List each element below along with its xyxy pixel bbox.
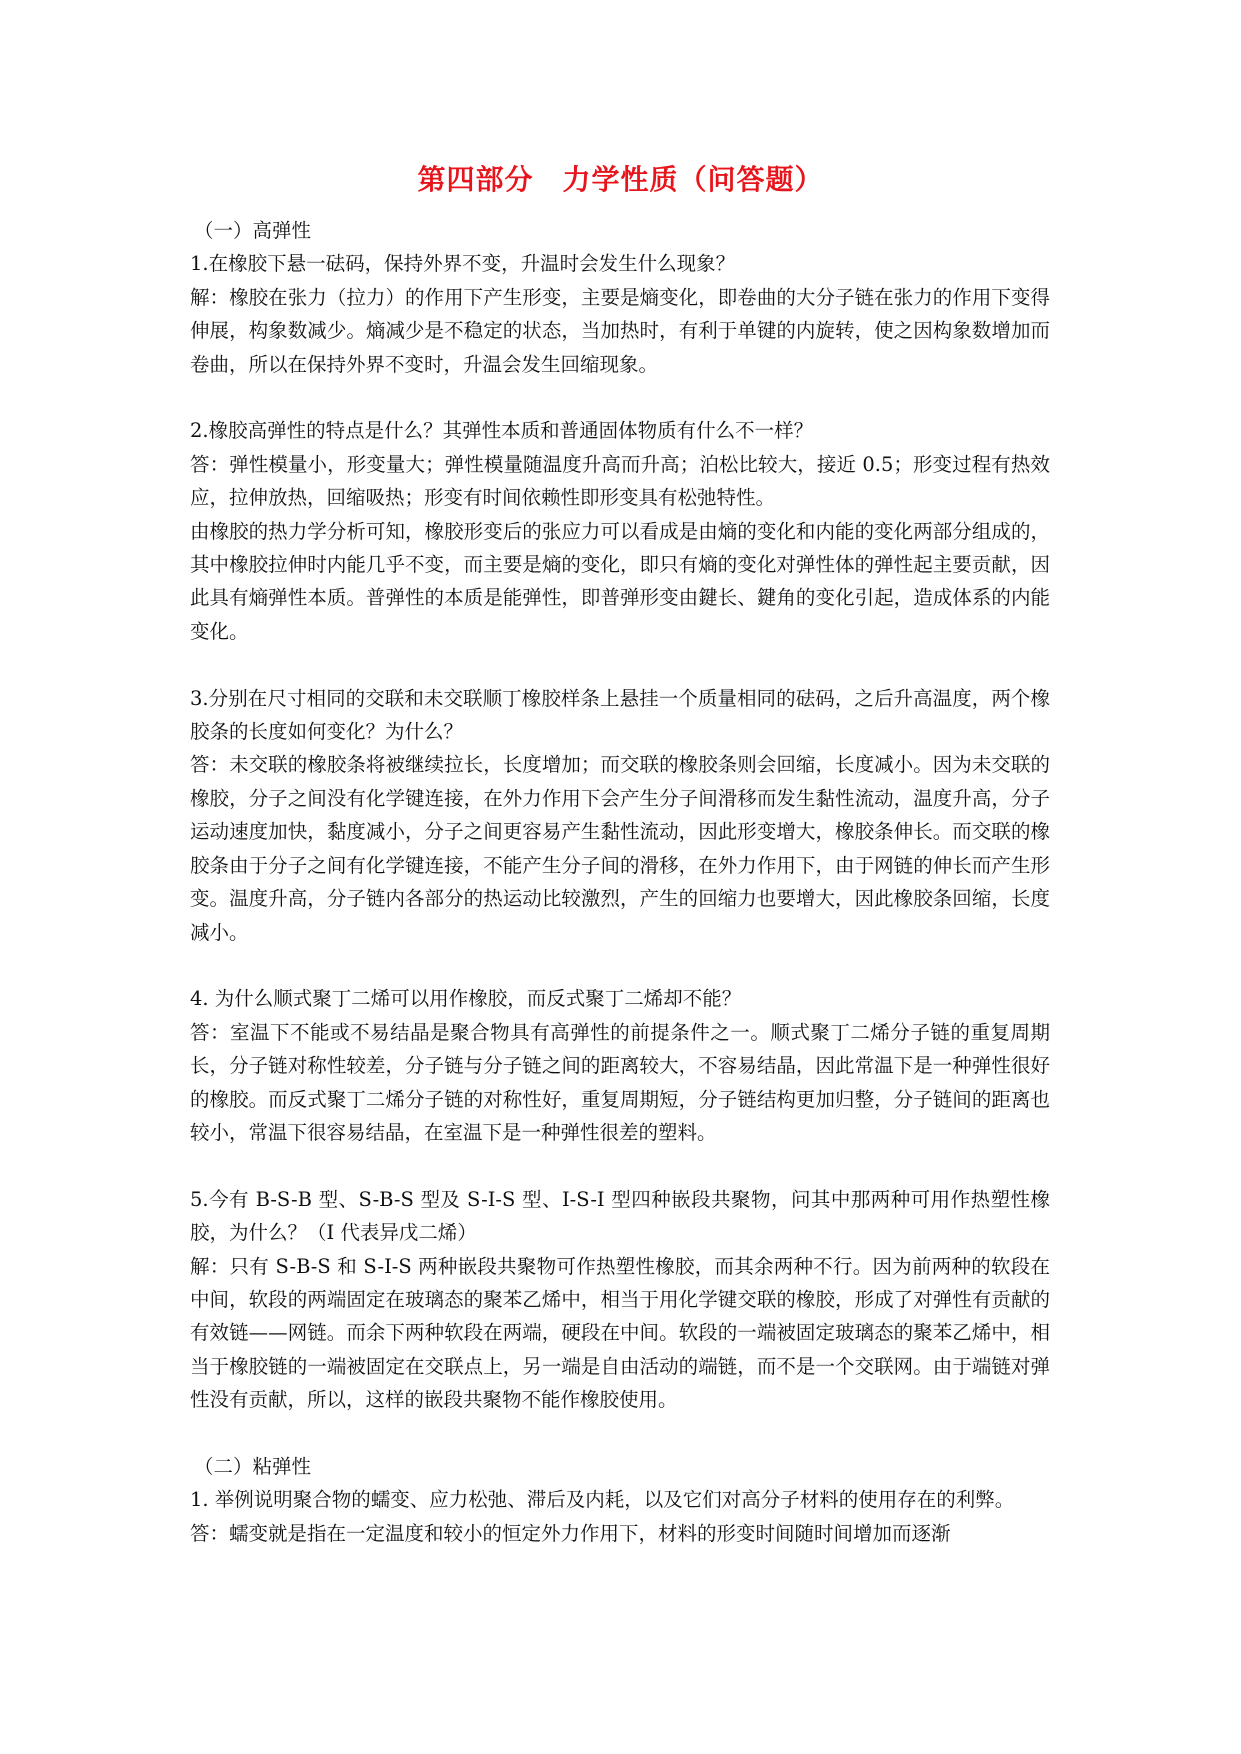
answer-continuation: 由橡胶的热力学分析可知，橡胶形变后的张应力可以看成是由熵的变化和内能的变化两部分组成的，其中橡胶拉伸时内能几乎不变，而主要是熵的变化，即只有熵的变化对弹性体的弹性起主要贡献，因此具有熵弹性本质。普弹性的本质是能弹性，即普弹形变由鍵长、鍵角的变化引起，造成体系的内能变化。 [190, 519, 1050, 643]
page-title: 第四部分 力学性质（问答题） [417, 163, 824, 196]
question-text: 3.分别在尺寸相同的交联和未交联顺丁橡胶样条上悬挂一个质量相同的砝码，之后升高温度，两个橡胶条的长度如何变化？为什么？ [190, 686, 1050, 744]
question-text: 5.今有 B-S-B 型、S-B-S 型及 S-I-S 型、I-S-I 型四种嵌段共聚物，问其中那两种可用作热塑性橡胶，为什么？（I 代表异戊二烯） [190, 1187, 1050, 1245]
answer-text: 答：室温下不能或不易结晶是聚合物具有高弹性的前提条件之一。顺式聚丁二烯分子链的重复周期长，分子链对称性较差，分子链与分子链之间的距离较大，不容易结晶，因此常温下是一种弹性很好的橡胶。而反式聚丁二烯分子链的对称性好，重复周期短，分子链结构更加归整，分子链间的距离也较小，常温下很容易结晶，在室温下是一种弹性很差的塑料。 [190, 1020, 1050, 1144]
answer-text: 答：未交联的橡胶条将被继续拉长，长度增加；而交联的橡胶条则会回缩，长度减小。因为未交联的橡胶，分子之间没有化学键连接，在外力作用下会产生分子间滑移而发生黏性流动，温度升高，分子运动速度加快，黏度减小，分子之间更容易产生黏性流动，因此形变增大，橡胶条伸长。而交联的橡胶条由于分子之间有化学键连接，不能产生分子间的滑移，在外力作用下，由于网链的伸长而产生形变。温度升高，分子链内各部分的热运动比较激烈，产生的回缩力也要增大，因此橡胶条回缩，长度减小。 [190, 753, 1050, 944]
question-text: 1.在橡胶下悬一砝码，保持外界不变，升温时会发生什么现象？ [190, 252, 736, 276]
paragraph-gap [190, 949, 1050, 982]
paragraph-gap [190, 1417, 1050, 1450]
question-text: 4. 为什么顺式聚丁二烯可以用作橡胶，而反式聚丁二烯却不能？ [190, 987, 742, 1011]
paragraph-gap [190, 1149, 1050, 1182]
paragraph-gap [190, 648, 1050, 681]
section-heading: （二）粘弹性 [194, 1454, 312, 1478]
paragraph-gap [190, 381, 1050, 414]
answer-text: 解：橡胶在张力（拉力）的作用下产生形变，主要是熵变化，即卷曲的大分子链在张力的作用下变得伸展，构象数减少。熵减少是不稳定的状态，当加热时，有利于单键的内旋转，使之因构象数增加而卷曲，所以在保持外界不变时，升温会发生回缩现象。 [190, 285, 1050, 376]
answer-text: 答：蠕变就是指在一定温度和较小的恒定外力作用下，材料的形变时间随时间增加而逐渐 [190, 1521, 951, 1545]
document-body [190, 214, 1050, 1550]
section-heading: （一）高弹性 [194, 219, 312, 242]
question-text: 1. 举例说明聚合物的蠕变、应力松弛、滞后及内耗，以及它们对高分子材料的使用存在的利弊。 [190, 1488, 1015, 1512]
answer-text: 答：弹性模量小，形变量大；弹性模量随温度升高而升高；泊松比较大，接近 0.5；形变过程有热效应，拉伸放热，回缩吸热；形变有时间依赖性即形变具有松弛特性。 [190, 452, 1050, 510]
question-text: 2.橡胶高弹性的特点是什么？其弹性本质和普通固体物质有什么不一样？ [190, 419, 814, 443]
answer-text: 解：只有 S-B-S 和 S-I-S 两种嵌段共聚物可作热塑性橡胶，而其余两种不行。因为前两种的软段在中间，软段的两端固定在玻璃态的聚苯乙烯中，相当于用化学键交联的橡胶，形成了对弹性有贡献的有效链——网链。而余下两种软段在两端，硬段在中间。软段的一端被固定玻璃态的聚苯乙烯中，相当于橡胶链的一端被固定在交联点上，另一端是自由活动的端链，而不是一个交联网。由于端链对弹性没有贡献，所以，这样的嵌段共聚物不能作橡胶使用。 [190, 1254, 1050, 1412]
